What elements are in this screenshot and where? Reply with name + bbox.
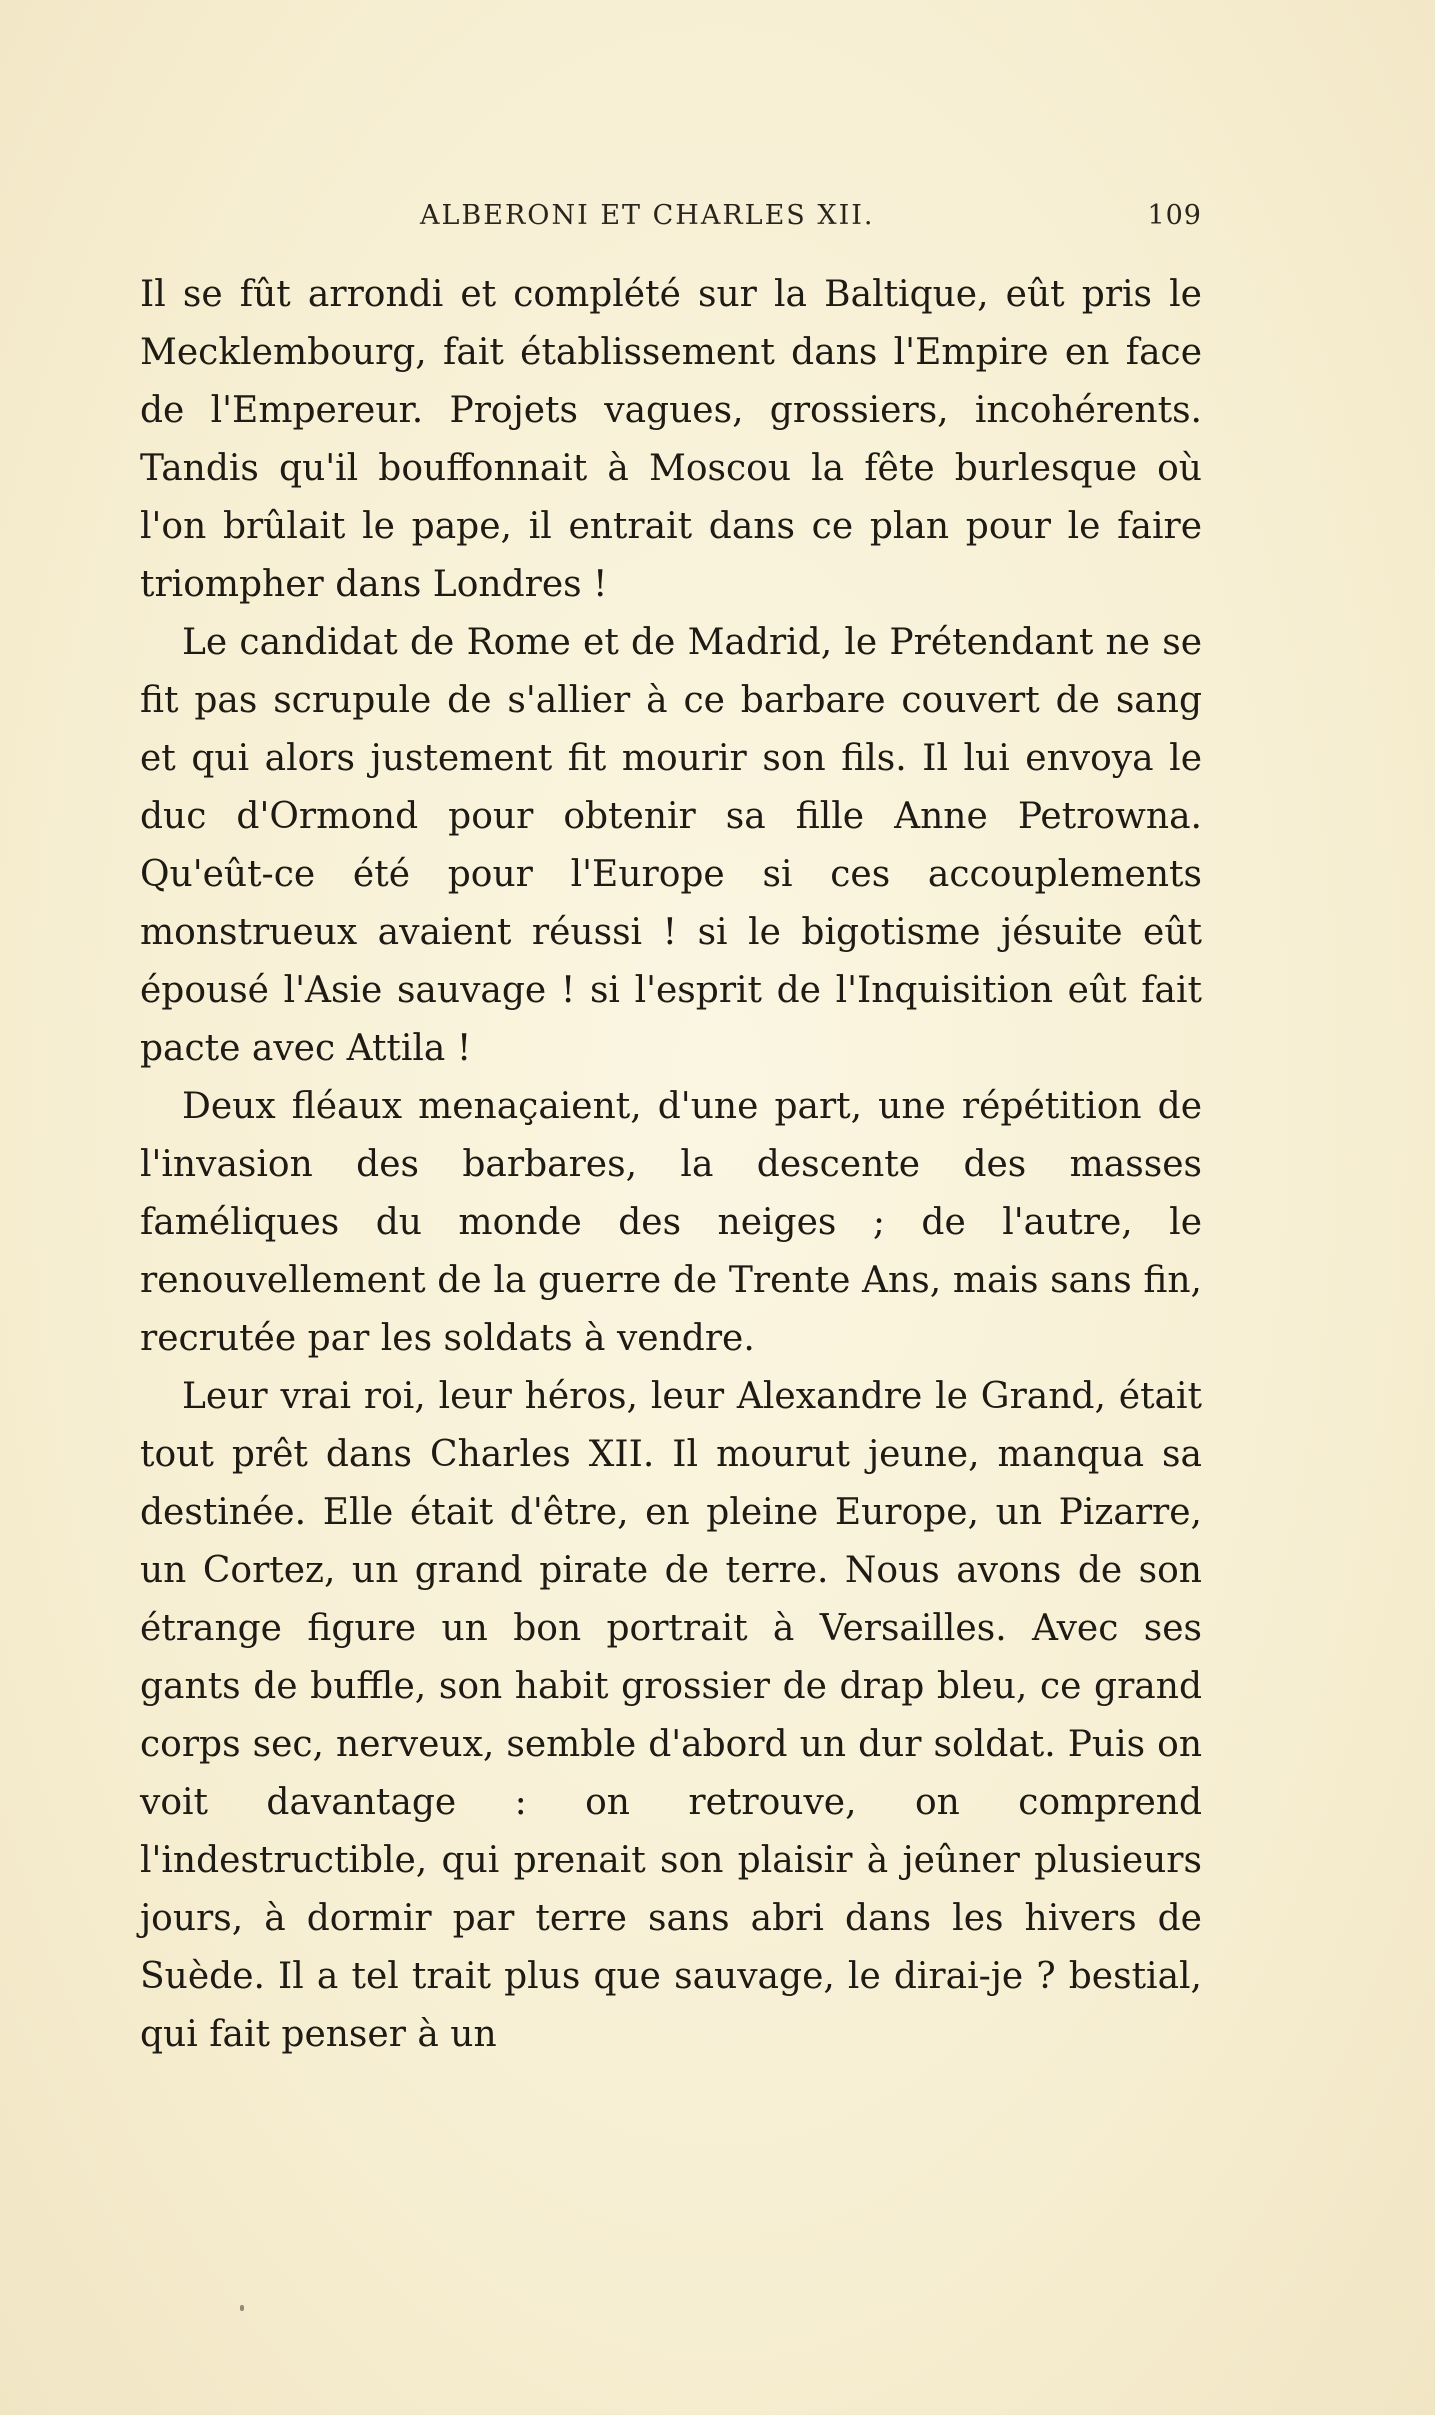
running-title: ALBERONI ET CHARLES XII. — [420, 200, 875, 231]
paragraph: Il se fût arrondi et complété sur la Baltique, eût pris le Mecklembourg, fait établissement dans l'Empire en face de l'Empereur. Projets vagues, grossiers, incohérents. Tandis qu'il bouffonnait à Moscou la fête burlesque où l'on brûlait le pape, il entrait dans ce plan pour le faire triompher dans Londres ! — [140, 274, 1202, 605]
body-text — [140, 266, 1202, 2064]
paragraph: Deux fléaux menaçaient, d'une part, une répétition de l'invasion des barbares, la descente des masses faméliques du monde des neiges ; de l'autre, le renouvellement de la guerre de Trente Ans, mais sans fin, recrutée par les soldats à vendre. — [140, 1086, 1202, 1359]
paragraph: Leur vrai roi, leur héros, leur Alexandre le Grand, était tout prêt dans Charles XII. Il mourut jeune, manqua sa destinée. Elle était d'être, en pleine Europe, un Pizarre, un Cortez, un grand pirate de terre. Nous avons de son étrange figure un bon portrait à Versailles. Avec ses gants de buffle, son habit grossier de drap bleu, ce grand corps sec, nerveux, semble d'abord un dur soldat. Puis on voit davantage : on retrouve, on comprend l'indestructible, qui prenait son plaisir à jeûner plusieurs jours, à dormir par terre sans abri dans les hivers de Suède. Il a tel trait plus que sauvage, le dirai-je ? bestial, qui fait penser à un — [140, 1376, 1202, 2055]
page-number: 109 — [1147, 200, 1202, 231]
paper-speck-mark — [240, 2305, 244, 2311]
paragraph: Le candidat de Rome et de Madrid, le Prétendant ne se fit pas scrupule de s'allier à ce barbare couvert de sang et qui alors justement fit mourir son fils. Il lui envoya le duc d'Ormond pour obtenir sa fille Anne Petrowna. Qu'eût-ce été pour l'Europe si ces accouplements monstrueux avaient réussi ! si le bigotisme jésuite eût épousé l'Asie sauvage ! si l'esprit de l'Inquisition eût fait pacte avec Attila ! — [140, 622, 1202, 1069]
running-head — [140, 200, 1202, 240]
